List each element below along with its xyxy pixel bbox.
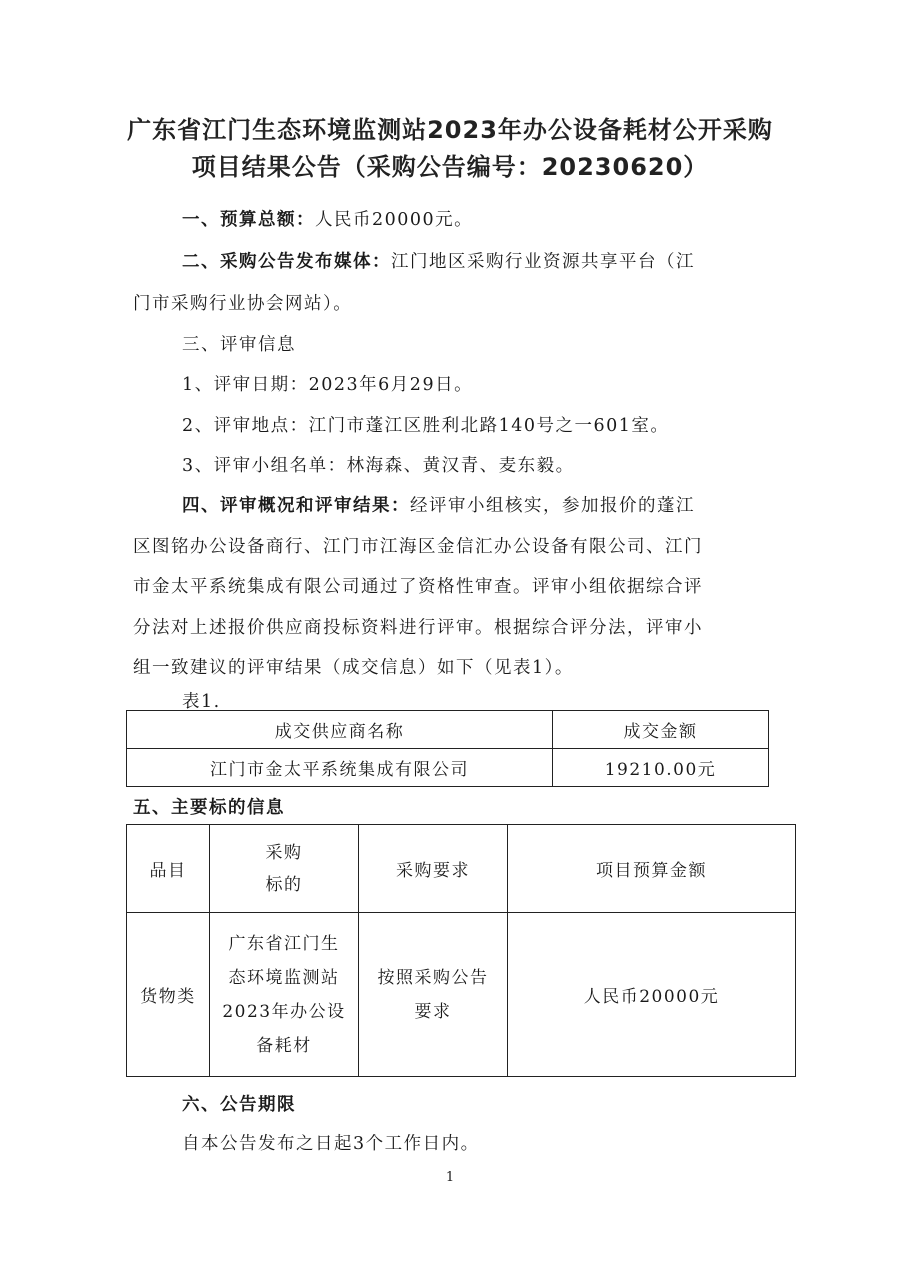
budget-label: 一、预算总额：	[182, 210, 315, 230]
result-text-1: 经评审小组核实，参加报价的蓬江	[410, 496, 695, 516]
result-text-5: 组一致建议的评审结果（成交信息）如下（见表1）。	[133, 658, 574, 678]
subject-name: 广东省江门生 态环境监测站 2023年办公设 备耗材	[210, 913, 359, 1077]
result-label: 四、评审概况和评审结果：	[182, 496, 410, 516]
deal-amount: 19210.00元	[553, 749, 769, 787]
subject-header-subject: 采购 标的	[210, 825, 359, 913]
media-label: 二、采购公告发布媒体：	[182, 252, 391, 272]
result-text-2: 区图铭办公设备商行、江门市江海区金信汇办公设备有限公司、江门	[133, 537, 703, 557]
table1-caption: 表1.	[182, 692, 221, 712]
review-panel: 3、评审小组名单：林海森、黄汉青、麦东毅。	[182, 456, 575, 476]
deal-supplier-name: 江门市金太平系统集成有限公司	[127, 749, 553, 787]
document-title-line2: 项目结果公告（采购公告编号：20230620）	[191, 153, 709, 181]
result-paragraph-line1	[182, 494, 695, 518]
subject-table-header	[127, 825, 796, 913]
subject-budget: 人民币20000元	[508, 913, 796, 1077]
subject-category: 货物类	[127, 913, 210, 1077]
period-heading: 六、公告期限	[182, 1095, 296, 1115]
table-row	[127, 749, 769, 787]
result-text-4: 分法对上述报价供应商投标资料进行评审。根据综合评分法，评审小	[133, 618, 703, 638]
review-heading: 三、评审信息	[182, 335, 296, 355]
subject-table	[126, 824, 796, 1077]
deal-header-supplier: 成交供应商名称	[127, 711, 553, 749]
result-text-3: 市金太平系统集成有限公司通过了资格性审查。评审小组依据综合评	[133, 577, 703, 597]
budget-text: 人民币20000元。	[315, 210, 474, 230]
subject-heading: 五、主要标的信息	[133, 798, 285, 818]
deal-table-header	[127, 711, 769, 749]
review-date: 1、评审日期：2023年6月29日。	[182, 375, 474, 395]
budget-paragraph	[182, 208, 473, 232]
subject-header-budget: 项目预算金额	[508, 825, 796, 913]
deal-table	[126, 710, 769, 787]
table-row	[127, 913, 796, 1077]
deal-header-amount: 成交金额	[553, 711, 769, 749]
subject-header-category: 品目	[127, 825, 210, 913]
period-text: 自本公告发布之日起3个工作日内。	[182, 1134, 480, 1154]
media-text-1: 江门地区采购行业资源共享平台（江	[391, 252, 695, 272]
media-text-2: 门市采购行业协会网站）。	[133, 294, 353, 314]
page-number: 1	[445, 1170, 455, 1185]
media-paragraph	[182, 250, 695, 274]
subject-requirement: 按照采购公告 要求	[359, 913, 508, 1077]
review-location: 2、评审地点：江门市蓬江区胜利北路140号之一601室。	[182, 416, 670, 436]
subject-header-requirement: 采购要求	[359, 825, 508, 913]
document-title-line1: 广东省江门生态环境监测站2023年办公设备耗材公开采购	[127, 116, 773, 144]
